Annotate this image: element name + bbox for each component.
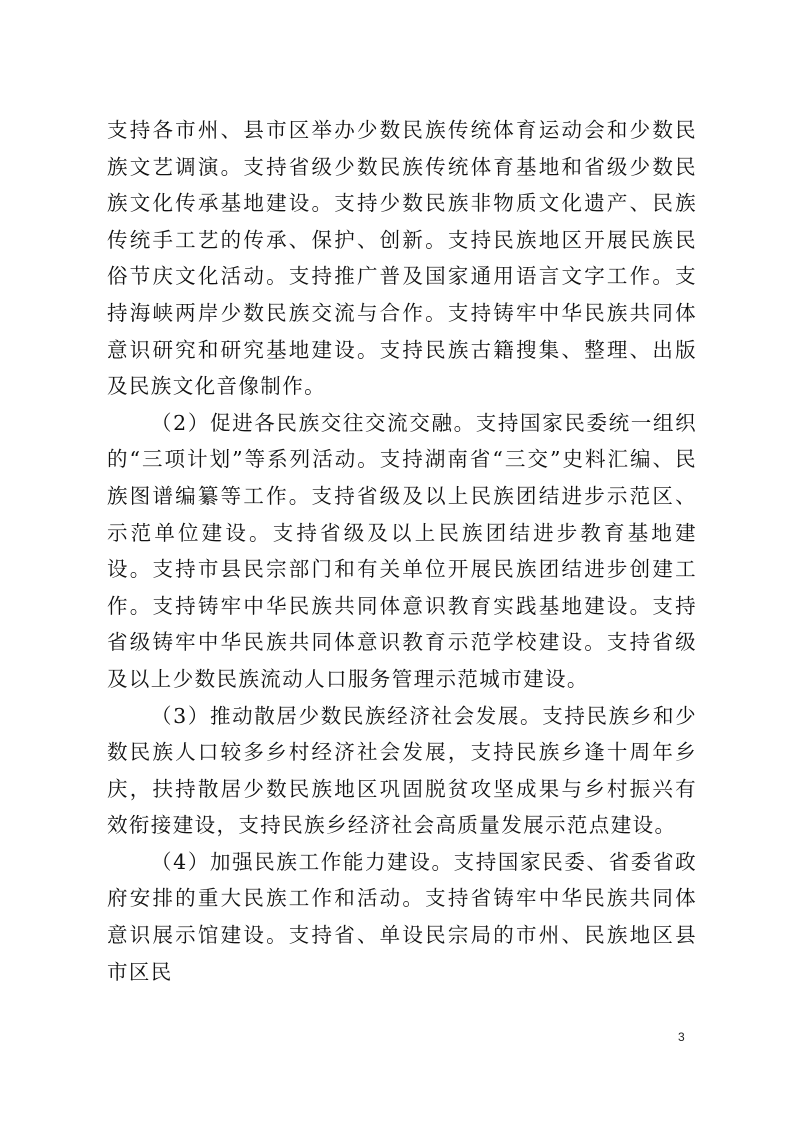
page-number: 3 (678, 1030, 685, 1044)
paragraph-item-3: （3）推动散居少数民族经济社会发展。支持民族乡和少数民族人口较多乡村经济社会发展，支持民族乡逢十周年乡庆，扶持散居少数民族地区巩固脱贫攻坚成果与乡村振兴有效衔接建设，支持民族乡经济社会高质量发展示范点建设。 (107, 703, 697, 838)
paragraph-item-2: （2）促进各民族交往交流交融。支持国家民委统一组织的“三项计划”等系列活动。支持湖南省“三交”史料汇编、民族图谱编纂等工作。支持省级及以上民族团结进步示范区、示范单位建设。支持省级及以上民族团结进步教育基地建设。支持市县民宗部门和有关单位开展民族团结进步创建工作。支持铸牢中华民族共同体意识教育实践基地建设。支持省级铸牢中华民族共同体意识教育示范学校建设。支持省级及以上少数民族流动人口服务管理示范城市建设。 (107, 410, 697, 691)
paragraph-continued: 支持各市州、县市区举办少数民族传统体育运动会和少数民族文艺调演。支持省级少数民族传统体育基地和省级少数民族文化传承基地建设。支持少数民族非物质文化遗产、民族传统手工艺的传承、保护、创新。支持民族地区开展民族民俗节庆文化活动。支持推广普及国家通用语言文字工作。支持海峡两岸少数民族交流与合作。支持铸牢中华民族共同体意识研究和研究基地建设。支持民族古籍搜集、整理、出版及民族文化音像制作。 (107, 118, 697, 399)
document-body (107, 112, 697, 990)
paragraph-item-4: （4）加强民族工作能力建设。支持国家民委、省委省政府安排的重大民族工作和活动。支持省铸牢中华民族共同体意识展示馆建设。支持省、单设民宗局的市州、民族地区县市区民 (107, 849, 697, 984)
